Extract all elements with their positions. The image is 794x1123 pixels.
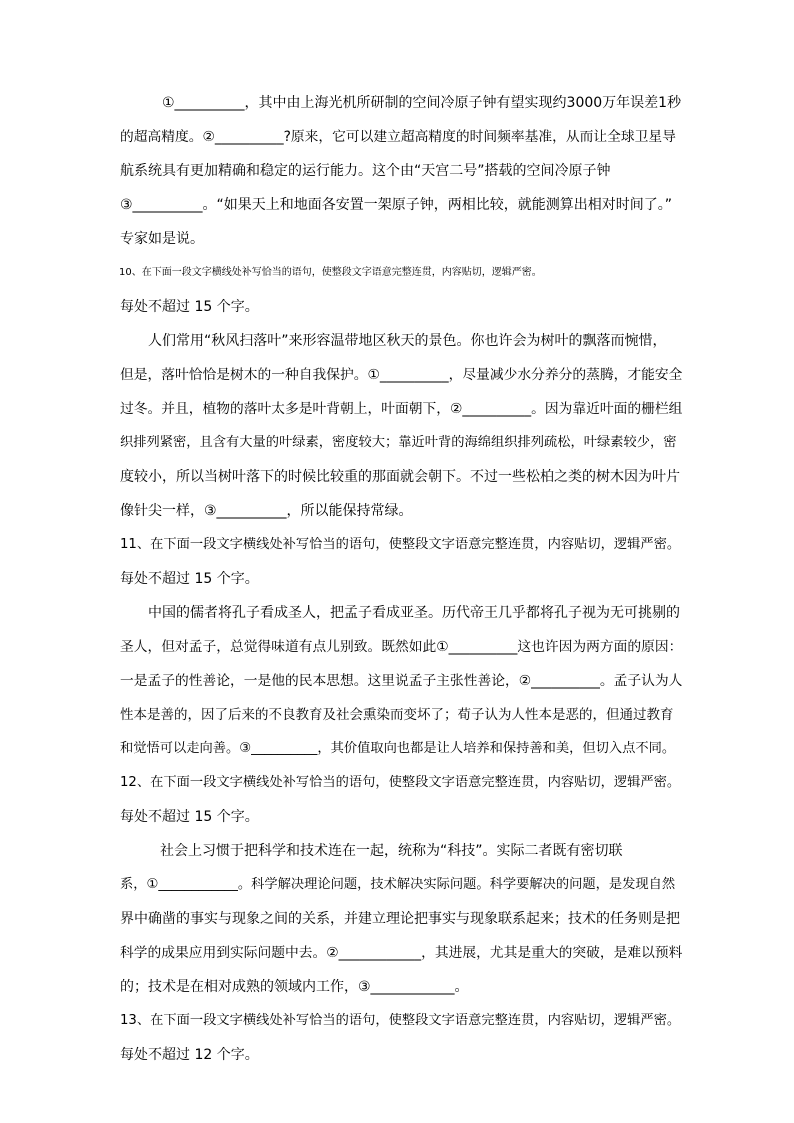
q10-line-4: 织排列紧密，且含有大量的叶绿素，密度较大；靠近叶背的海绵组织排列疏松，叶绿素较少，密 [120, 435, 677, 450]
p9-line-1: ①__________，其中由上海光机所研制的空间冷原子钟有望实现约3000万年误差1秒 [162, 95, 682, 111]
q13-instruction: 13、在下面一段文字横线处补写恰当的语句，使整段文字语意完整连贯，内容贴切，逻辑严密。 [120, 1013, 681, 1028]
q12-line-4: 科学的成果应用到实际问题中去。②____________，其进展，尤其是重大的突破，是难以预料 [120, 945, 683, 961]
q13-limit: 每处不超过 12 个字。 [120, 1047, 259, 1063]
q11-line-3: 一是孟子的性善论，一是他的民本思想。这里说孟子主张性善论，②__________。孟子认为人 [120, 673, 683, 689]
q11-line-2: 圣人，但对孟子，总觉得味道有点儿别致。既然如此①__________这也许因为两方面的原因： [120, 639, 683, 655]
q11-line-5: 和觉悟可以走向善。③__________，其价值取向也都是让人培养和保持善和美，但切入点不同。 [120, 741, 676, 756]
q10-line-2: 但是，落叶恰恰是树木的一种自我保护。①__________，尽量减少水分养分的蒸腾，才能安全 [120, 367, 683, 383]
p9-line-4: ③__________。“如果天上和地面各安置一架原子钟，两相比较，就能测算出相对时间了。” [120, 197, 673, 213]
document-content [120, 86, 682, 1072]
q11-line-1: 中国的儒者将孔子看成圣人，把孟子看成亚圣。历代帝王几乎都将孔子视为无可挑剔的 [148, 605, 680, 621]
p9-line-2: 的超高精度。②__________?原来，它可以建立超高精度的时间频率基准，从而让全球卫星导 [120, 129, 676, 145]
q10-line-3: 过冬。并且，植物的落叶太多是叶背朝上，叶面朝下，②__________。因为靠近叶面的栅栏组 [120, 401, 683, 417]
q10-line-6: 像针尖一样，③__________，所以能保持常绿。 [120, 503, 413, 519]
q12-line-3: 界中确凿的事实与现象之间的关系，并建立理论把事实与现象联系起来；技术的任务则是把 [120, 911, 680, 927]
q11-line-4: 性本是善的，因了后来的不良教育及社会熏染而变坏了；荀子认为人性本是恶的，但通过教育 [120, 707, 674, 723]
q10-limit: 每处不超过 15 个字。 [120, 299, 259, 315]
q11-instruction: 11、在下面一段文字横线处补写恰当的语句，使整段文字语意完整连贯，内容贴切，逻辑严密。 [120, 537, 681, 552]
q12-line-5: 的；技术是在相对成熟的领域内工作，③____________。 [120, 979, 469, 995]
p9-line-3: 航系统具有更加精确和稳定的运行能力。这个由“天宫二号”搭载的空间冷原子钟 [120, 163, 611, 179]
q12-line-1: 社会上习惯于把科学和技术连在一起，统称为“科技”。实际二者既有密切联 [160, 843, 623, 859]
q12-limit: 每处不超过 15 个字。 [120, 809, 259, 825]
q11-limit: 每处不超过 15 个字。 [120, 571, 259, 587]
q10-line-5: 度较小，所以当树叶落下的时候比较重的那面就会朝下。不过一些松柏之类的树木因为叶片 [120, 469, 680, 485]
q10-line-1: 人们常用“秋风扫落叶”来形容温带地区秋天的景色。你也许会为树叶的飘落而惋惜， [148, 333, 667, 349]
q10-instruction: 10、在下面一段文字横线处补写恰当的语句，使整段文字语意完整连贯，内容贴切，逻辑严密。 [119, 267, 542, 278]
q12-instruction: 12、在下面一段文字横线处补写恰当的语句，使整段文字语意完整连贯，内容贴切，逻辑严密。 [120, 775, 681, 790]
q12-line-2: 系，①____________。科学解决理论问题，技术解决实际问题。科学要解决的问题，是发现自然 [120, 877, 676, 892]
p9-line-5: 专家如是说。 [120, 231, 204, 247]
